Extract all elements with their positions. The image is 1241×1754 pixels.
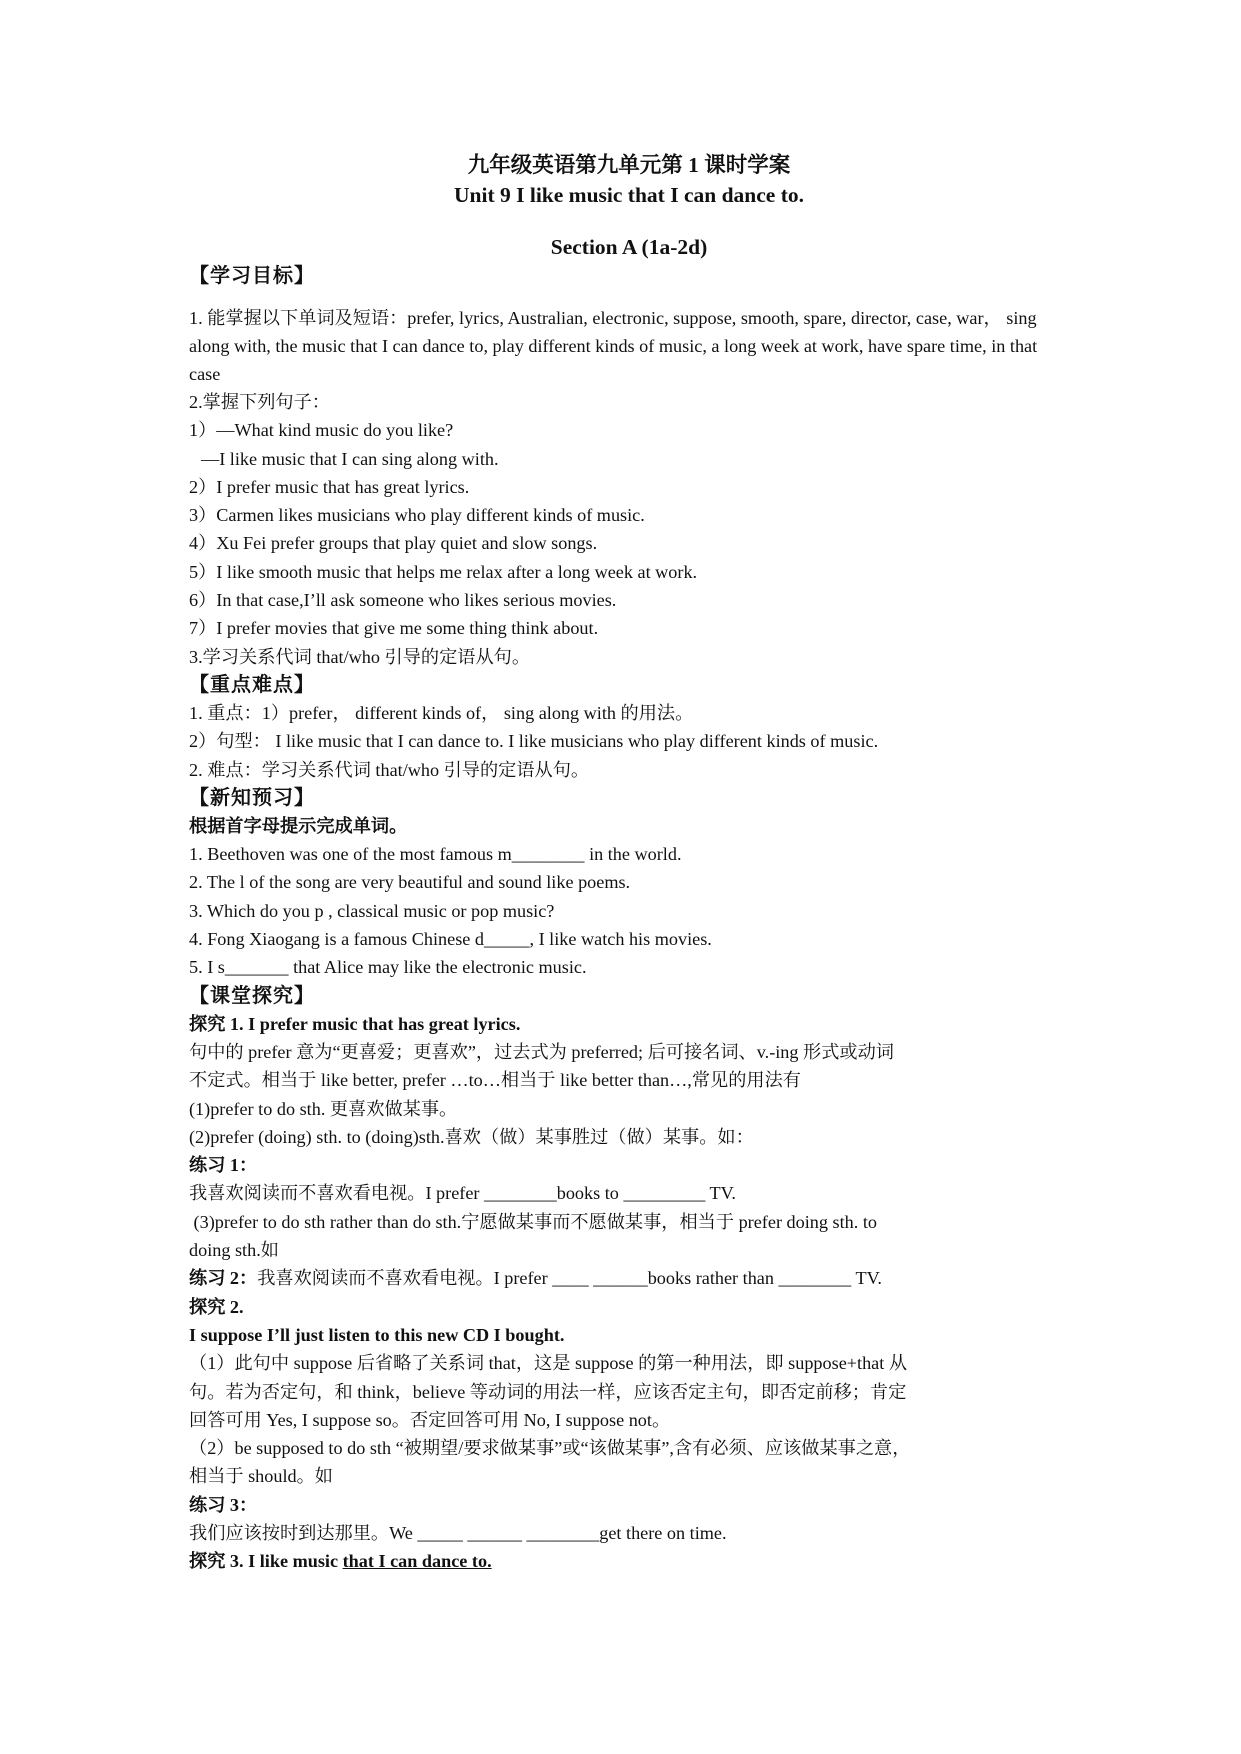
goals-sentence-7: 7）I prefer movies that give me some thing think about. [189, 618, 599, 639]
goals-sentence-1a: 1）—What kind music do you like? [189, 420, 454, 441]
explore-3-prefix: 探究 3. I like music [189, 1551, 343, 1572]
exercise-1-label: 练习 1： [189, 1155, 258, 1176]
goals-sentence-4: 4）Xu Fei prefer groups that play quiet and slow songs. [189, 533, 598, 554]
explore-1-usage-3b: doing sth.如 [189, 1240, 279, 1261]
preview-question-2: 2. The l of the song are very beautiful and sound like poems. [189, 872, 631, 893]
preview-question-4: 4. Fong Xiaogang is a famous Chinese d_____, I like watch his movies. [189, 929, 712, 950]
preview-question-1: 1. Beethoven was one of the most famous m________ in the world. [189, 844, 682, 865]
preview-question-5: 5. I s_______ that Alice may like the electronic music. [189, 957, 587, 978]
goals-sentence-3: 3）Carmen likes musicians who play different kinds of music. [189, 505, 645, 526]
explore-3-title [189, 1547, 1069, 1575]
explore-2-paragraph-3: 回答可用 Yes, I suppose so。否定回答可用 No, I suppose not。 [189, 1409, 671, 1430]
explore-1-usage-3a: (3)prefer to do sth rather than do sth.宁愿做某事而不愿做某事，相当于 prefer doing sth. to [189, 1211, 877, 1232]
goals-item-3: 3.学习关系代词 that/who 引导的定语从句。 [189, 646, 531, 667]
worksheet-content [189, 150, 1069, 1576]
goals-heading: 【学习目标】 [189, 265, 315, 287]
exercise-1-text: 我喜欢阅读而不喜欢看电视。I prefer ________books to _________ TV. [189, 1183, 736, 1204]
explore-2-sentence: I suppose I’ll just listen to this new CD I bought. [189, 1324, 565, 1345]
explore-1-paragraph-2: 不定式。相当于 like better, prefer …to…相当于 like better than…,常见的用法有 [189, 1070, 801, 1091]
explore-1-usage-1: (1)prefer to do sth. 更喜欢做某事。 [189, 1098, 458, 1119]
keypoints-line-2: 2）句型： I like music that I can dance to. I like musicians who play different kinds of music. [189, 731, 879, 752]
explore-2-paragraph-1: （1）此句中 suppose 后省略了关系词 that，这是 suppose 的第一种用法，即 suppose+that 从 [189, 1353, 908, 1374]
exercise-3-text: 我们应该按时到达那里。We _____ ______ ________get there on time. [189, 1522, 727, 1543]
exercise-2-label: 练习 2： [189, 1268, 258, 1289]
keypoints-line-1: 1. 重点：1）prefer， different kinds of， sing along with 的用法。 [189, 702, 694, 723]
goals-sentence-1b: —I like music that I can sing along with. [201, 448, 499, 469]
section-title: Section A (1a-2d) [550, 235, 708, 259]
exercise-2 [189, 1264, 1069, 1292]
goals-item-2: 2.掌握下列句子： [189, 392, 330, 412]
title-chinese: 九年级英语第九单元第 1 课时学案 [467, 153, 791, 177]
explore-2-paragraph-5: 相当于 should。如 [189, 1466, 333, 1487]
explore-2-paragraph-4: （2）be supposed to do sth “被期望/要求做某事”或“该做某事”,含有必须、应该做某事之意， [189, 1438, 911, 1459]
preview-question-3: 3. Which do you p , classical music or pop music? [189, 900, 555, 921]
preview-heading: 【新知预习】 [189, 786, 315, 809]
preview-instructions: 根据首字母提示完成单词。 [189, 815, 408, 836]
title-english: Unit 9 I like music that I can dance to. [454, 183, 804, 207]
exercise-2-text: 我喜欢阅读而不喜欢看电视。I prefer ____ ______books rather than ________ TV. [257, 1268, 882, 1289]
explore-heading: 【课堂探究】 [189, 984, 315, 1007]
explore-2-paragraph-2: 句。若为否定句，和 think，believe 等动词的用法一样，应该否定主句，即否定前移；肯定 [189, 1381, 907, 1402]
goals-sentence-6: 6）In that case,I’ll ask someone who likes serious movies. [189, 590, 617, 611]
keypoints-heading: 【重点难点】 [189, 673, 315, 696]
goals-sentence-2: 2）I prefer music that has great lyrics. [189, 476, 470, 497]
explore-3-underlined: that I can dance to. [342, 1551, 492, 1572]
explore-1-paragraph-1: 句中的 prefer 意为“更喜爱；更喜欢”，过去式为 preferred; 后可接名词、v.-ing 形式或动词 [189, 1041, 894, 1062]
explore-2-title: 探究 2. [189, 1296, 244, 1317]
goals-item-1: 1. 能掌握以下单词及短语：prefer, lyrics, Australian, electronic, suppose, smooth, spare, director, case, war， sing along with, the music that I can dance to, play different kinds of music, a long week at work, have spare time, in that case [189, 308, 1038, 384]
explore-1-usage-2: (2)prefer (doing) sth. to (doing)sth.喜欢（做）某事胜过（做）某事。如： [189, 1126, 754, 1147]
document-title [189, 150, 1069, 210]
explore-1-title: 探究 1. I prefer music that has great lyrics. [189, 1013, 521, 1034]
goals-sentence-5: 5）I like smooth music that helps me relax after a long week at work. [189, 561, 698, 582]
keypoints-line-3: 2. 难点：学习关系代词 that/who 引导的定语从句。 [189, 759, 590, 780]
exercise-3-label: 练习 3： [189, 1494, 258, 1515]
